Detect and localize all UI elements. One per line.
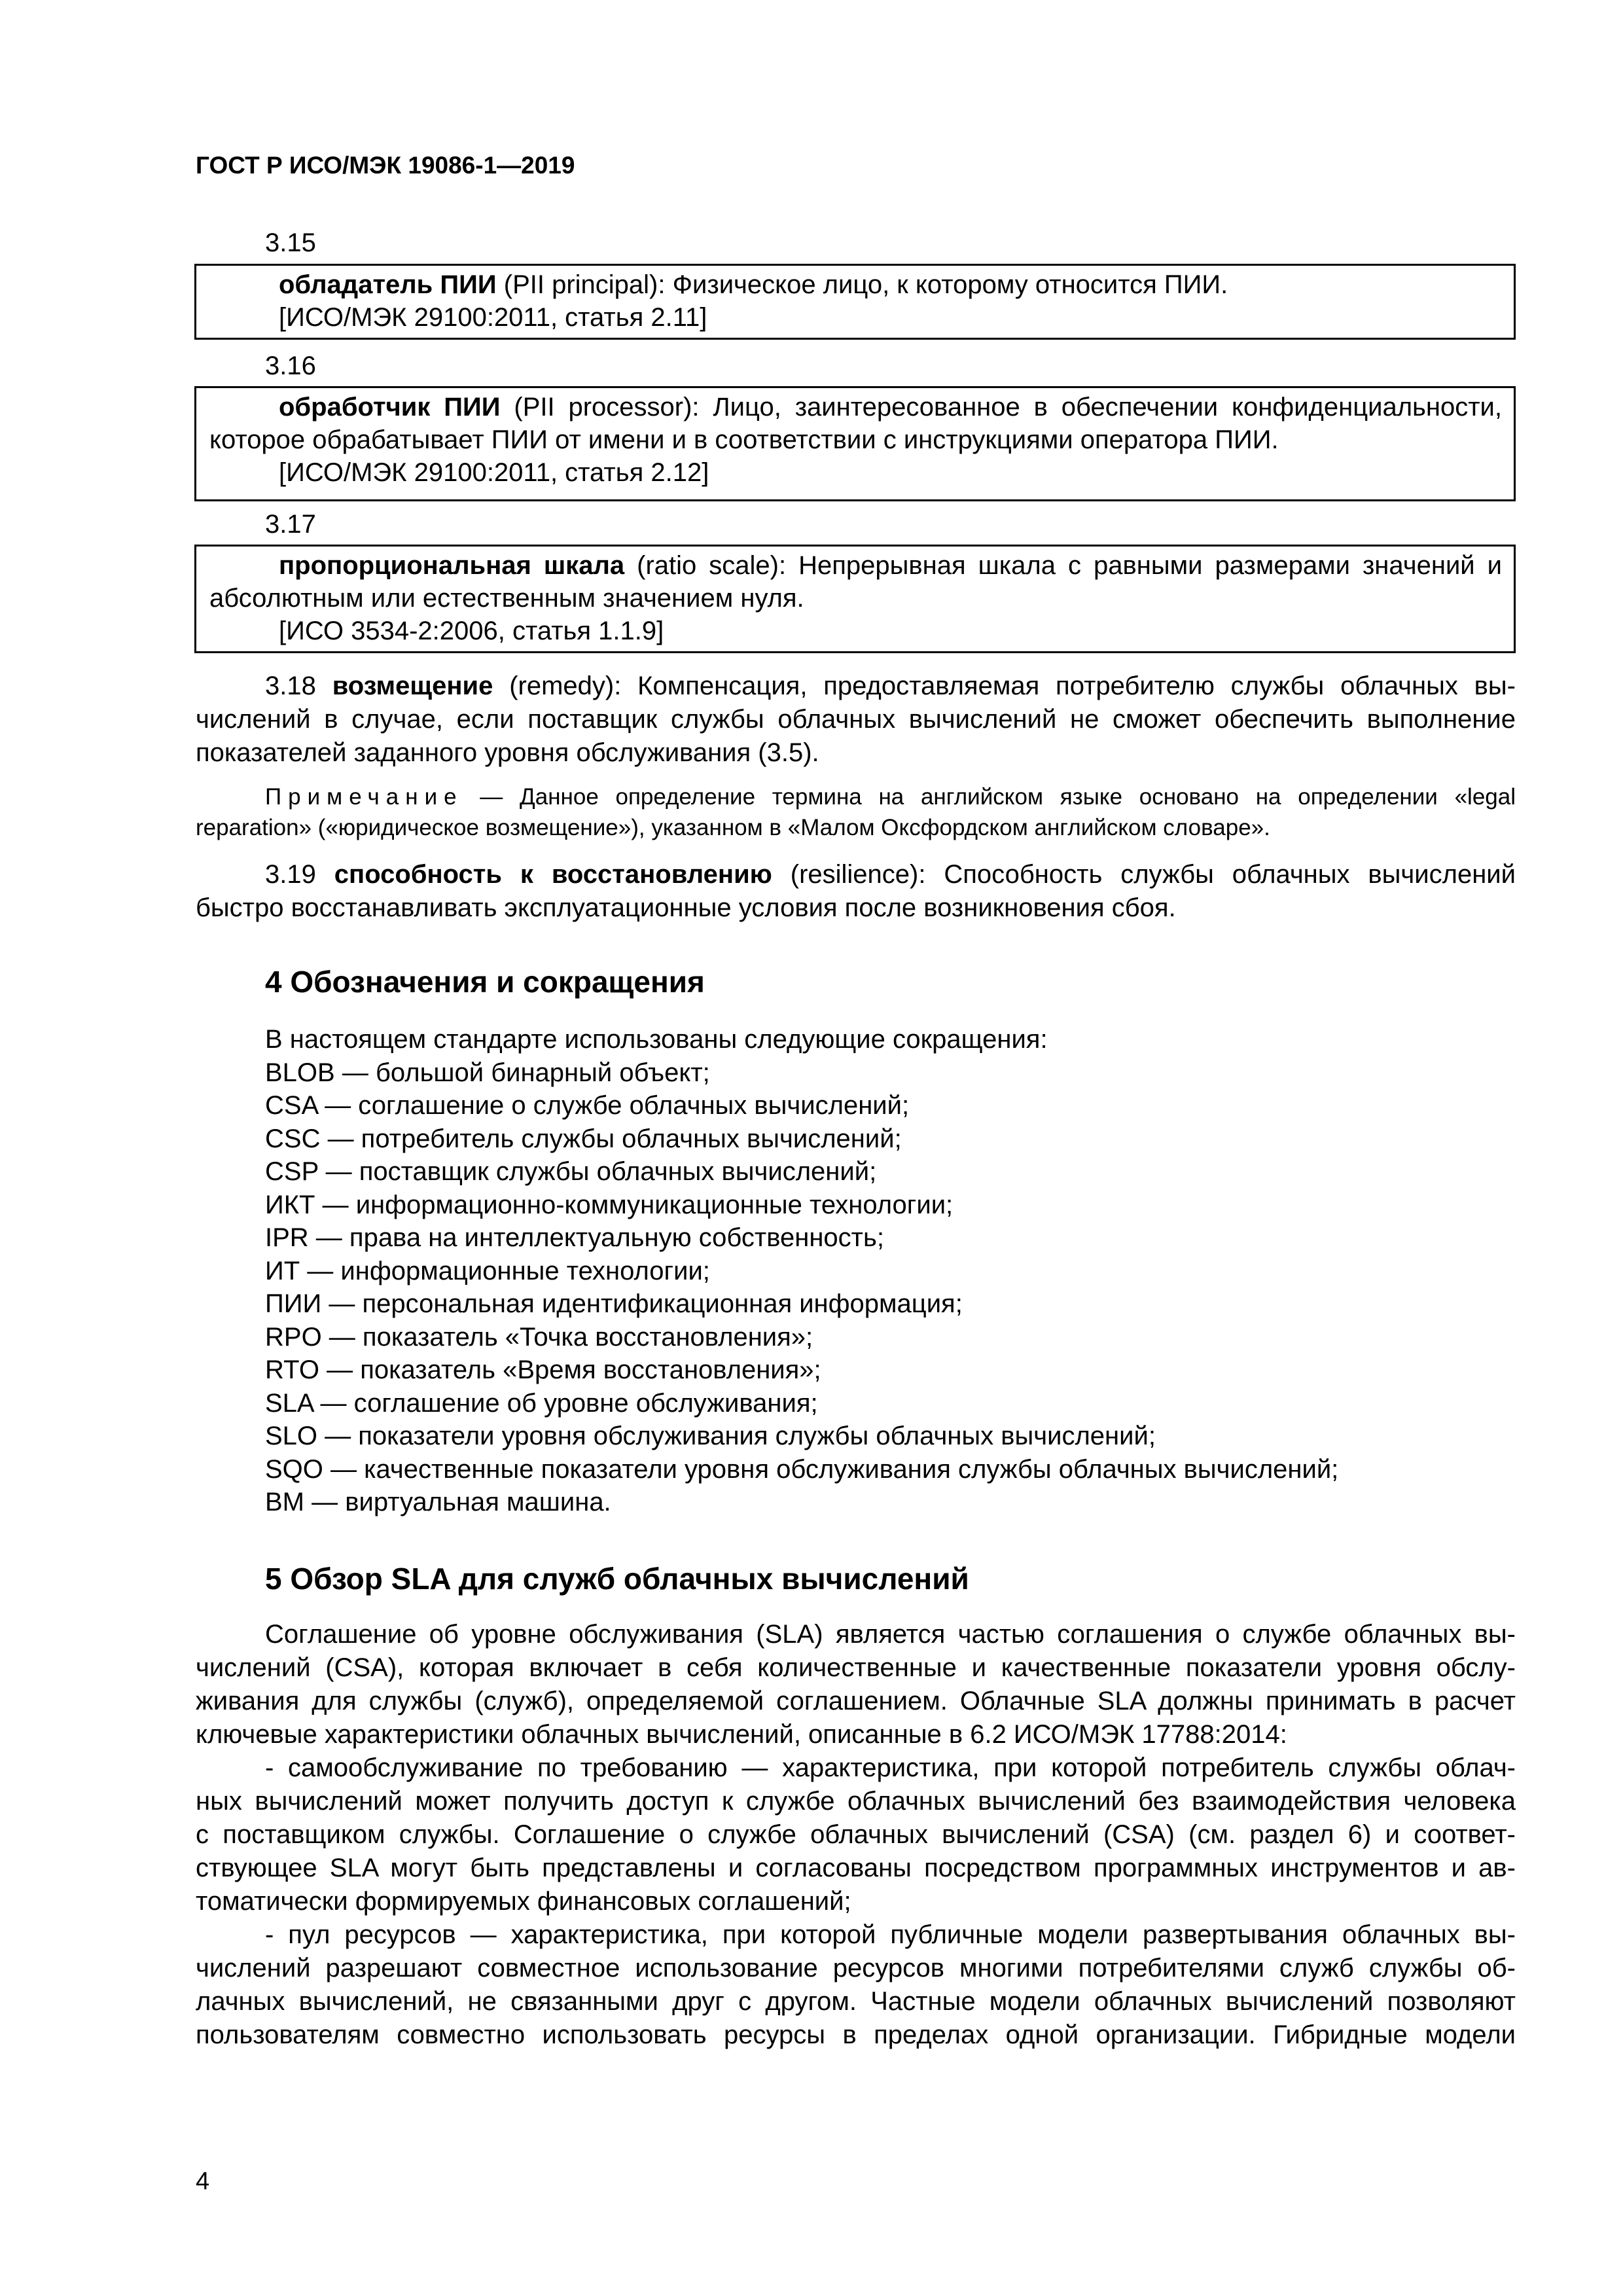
paragraph-line: томатически формируемых финансовых соглашений;	[196, 1887, 851, 1916]
paragraph-line: с поставщиком службы. Соглашение о службе облачных вычислений (CSA) (см. раздел 6) и соответ-	[196, 1820, 1516, 1849]
paragraph-line: ствующее SLA могут быть представлены и согласованы посредством программных инструментов и ав-	[196, 1854, 1516, 1882]
paragraph-line: Соглашение об уровне обслуживания (SLA) является частью соглашения о службе облачных вы-	[265, 1620, 1516, 1649]
list-item: ИКТ — информационно-коммуникационные технологии;	[265, 1190, 954, 1219]
term-name: пропорциональная шкала	[279, 551, 625, 580]
list-item: ПИИ — персональная идентификационная информация;	[265, 1289, 963, 1318]
list-item: ВМ — виртуальная машина.	[265, 1488, 611, 1516]
document-header: ГОСТ Р ИСО/МЭК 19086-1—2019	[196, 152, 575, 179]
list-item: SLA — соглашение об уровне обслуживания;	[265, 1388, 818, 1418]
definition-text: которое обрабатывает ПИИ от имени и в соответствии с инструкциями оператора ПИИ.	[209, 425, 1279, 454]
definition-text: абсолютным или естественным значением нуля.	[209, 584, 804, 613]
term-name: обработчик ПИИ	[279, 393, 501, 422]
note	[196, 781, 1516, 843]
paragraph-line: лачных вычислений, не связанными друг с другом. Частные модели облачных вычислений позволяют	[196, 1987, 1516, 2016]
term-number: 3.17	[265, 510, 316, 539]
note-label: Примечание	[265, 784, 463, 810]
note-line	[196, 781, 1516, 812]
definition-text: (remedy): Компенсация, предоставляемая потребителю службы облачных вы-	[493, 672, 1516, 700]
term-3-18	[196, 670, 1516, 770]
paragraph-line: - пул ресурсов — характеристика, при которой публичные модели развертывания облачных вы-	[265, 1920, 1516, 1949]
section-5-body	[196, 1618, 1516, 2052]
paragraph-line: числений (CSA), которая включает в себя количественные и качественные показатели уровня обслу-	[196, 1653, 1516, 1682]
paragraph-line: ных вычислений может получить доступ к службе облачных вычислений без взаимодействия человека	[196, 1787, 1516, 1816]
list-item: CSC — потребитель службы облачных вычислений;	[265, 1124, 902, 1153]
term-box-3-15	[194, 264, 1516, 340]
term-source: [ИСО/МЭК 29100:2011, статья 2.12]	[279, 458, 709, 487]
note-text: — Данное определение термина на английском языке основано на определении «legal	[463, 784, 1516, 810]
paragraph-line: числений разрешают совместное использование ресурсов многими потребителями служб службы об-	[196, 1954, 1516, 1982]
term-definition	[196, 858, 1516, 891]
list-item: RTO — показатель «Время восстановления»;	[265, 1355, 821, 1384]
list-item: SLO — показатели уровня обслуживания службы облачных вычислений;	[265, 1422, 1156, 1450]
list-item: RPO — показатель «Точка восстановления»;	[265, 1322, 813, 1352]
page-number: 4	[196, 2168, 210, 2195]
list-item: BLOB — большой бинарный объект;	[265, 1058, 710, 1087]
list-item: IPR — права на интеллектуальную собственность;	[265, 1223, 884, 1252]
term-number: 3.15	[265, 228, 316, 257]
section-4-heading: 4 Обозначения и сокращения	[265, 965, 705, 999]
term-number: 3.19	[265, 860, 316, 889]
list-item: SQO — качественные показатели уровня обслуживания службы облачных вычислений;	[265, 1454, 1339, 1484]
term-number: 3.18	[265, 672, 316, 700]
term-definition	[196, 670, 1516, 703]
term-number: 3.16	[265, 351, 316, 380]
term-box-3-16	[194, 386, 1516, 501]
list-item: CSA — соглашение о службе облачных вычислений;	[265, 1091, 910, 1120]
term-box-3-17	[194, 545, 1516, 653]
definition-text: (ratio scale): Непрерывная шкала с равными размерами значений и	[624, 551, 1502, 580]
term-definition	[209, 549, 1502, 582]
definition-text: показателей заданного уровня обслуживания (3.5).	[196, 738, 819, 767]
definition-text: (PII principal): Физическое лицо, к которому относится ПИИ.	[496, 270, 1228, 299]
term-source: [ИСО 3534-2:2006, статья 1.1.9]	[279, 617, 664, 645]
term-source: [ИСО/МЭК 29100:2011, статья 2.11]	[279, 303, 707, 332]
abbreviations-list	[196, 1023, 1516, 1519]
paragraph-line: живания для службы (служб), определяемой соглашением. Облачные SLA должны принимать в расчет	[196, 1687, 1516, 1715]
note-text: reparation» («юридическое возмещение»), указанном в «Малом Оксфордском английском словаре».	[196, 815, 1270, 840]
definition-text: числений в случае, если поставщик службы облачных вычислений не сможет обеспечить выполнение	[196, 705, 1516, 734]
definition-text: быстро восстанавливать эксплуатационные условия после возникновения сбоя.	[196, 893, 1176, 922]
section-5-heading: 5 Обзор SLA для служб облачных вычислений	[265, 1562, 969, 1596]
term-definition	[209, 391, 1502, 423]
list-item: ИТ — информационные технологии;	[265, 1256, 710, 1285]
term-name: обладатель ПИИ	[279, 270, 497, 299]
term-definition	[209, 268, 1502, 301]
list-item: CSP — поставщик службы облачных вычислений;	[265, 1157, 877, 1186]
paragraph-line: пользователям совместно использовать ресурсы в пределах одной организации. Гибридные модели	[196, 2020, 1516, 2049]
paragraph-line: - самообслуживание по требованию — характеристика, при которой потребитель службы облач-	[265, 1753, 1516, 1782]
term-name: возмещение	[332, 672, 493, 700]
term-name: способность к восстановлению	[334, 860, 772, 889]
list-intro: В настоящем стандарте использованы следующие сокращения:	[265, 1025, 1048, 1054]
term-3-19	[196, 858, 1516, 925]
paragraph-line: ключевые характеристики облачных вычислений, описанные в 6.2 ИСО/МЭК 17788:2014:	[196, 1720, 1287, 1749]
definition-text: (PII processor): Лицо, заинтересованное в обеспечении конфиденциальности,	[500, 393, 1502, 422]
definition-text: (resilience): Способность службы облачных вычислений	[772, 860, 1516, 889]
